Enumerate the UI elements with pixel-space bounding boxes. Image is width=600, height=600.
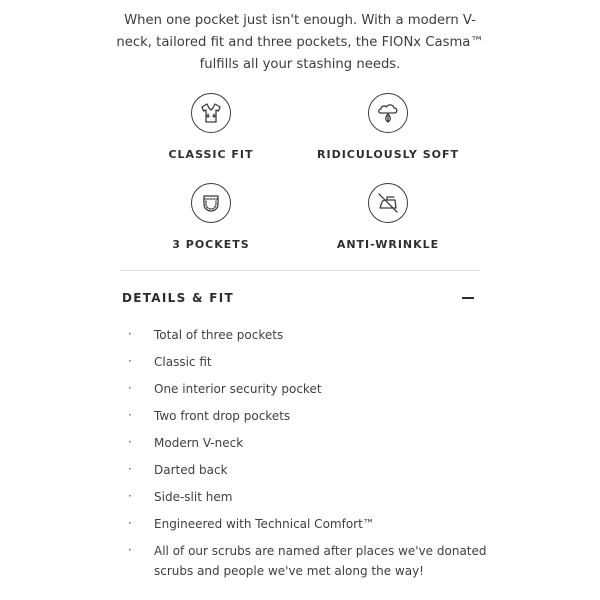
list-item: · Two front drop pockets	[128, 408, 291, 423]
feature-3-pockets	[126, 183, 296, 251]
feature-anti-wrinkle	[303, 183, 473, 251]
list-item: · All of our scrubs are named after places we've donated scrubs and people we've met along the way!	[128, 543, 487, 578]
bullet: ·	[128, 543, 132, 557]
bullet: ·	[128, 516, 132, 530]
tshirt-icon	[191, 93, 231, 133]
details-fit-toggle[interactable]	[122, 288, 478, 308]
list-item: · Darted back	[128, 462, 228, 477]
feature-classic-fit	[126, 93, 296, 161]
bullet: ·	[128, 408, 132, 422]
list-item: · Classic fit	[128, 354, 212, 369]
feature-ridiculously-soft	[303, 93, 473, 161]
section-title: DETAILS & FIT	[122, 291, 235, 305]
list-item: · Modern V-neck	[128, 435, 244, 450]
feature-label: ANTI-WRINKLE	[336, 238, 440, 251]
bullet: ·	[128, 354, 132, 368]
section-divider	[120, 270, 480, 271]
list-item: · Total of three pockets	[128, 327, 284, 342]
bullet: ·	[128, 462, 132, 476]
bullet: ·	[128, 327, 132, 341]
bullet: ·	[128, 489, 132, 503]
feature-label: 3 POCKETS	[172, 238, 250, 251]
bullet: ·	[128, 435, 132, 449]
feature-label: RIDICULOUSLY SOFT	[317, 148, 459, 161]
feature-label: CLASSIC FIT	[168, 148, 254, 161]
no-iron-icon	[368, 183, 408, 223]
cloud-feather-icon	[368, 93, 408, 133]
product-description: When one pocket just isn't enough. With a modern V-neck, tailored fit and three pockets, the FIONx Casma™ fulfills all your stashing needs.	[116, 13, 484, 72]
minus-icon[interactable]	[462, 297, 474, 299]
details-list	[128, 325, 488, 588]
list-item: · Side-slit hem	[128, 489, 233, 504]
bullet: ·	[128, 381, 132, 395]
list-item: · Engineered with Technical Comfort™	[128, 516, 375, 531]
pocket-icon	[191, 183, 231, 223]
list-item: · One interior security pocket	[128, 381, 322, 396]
